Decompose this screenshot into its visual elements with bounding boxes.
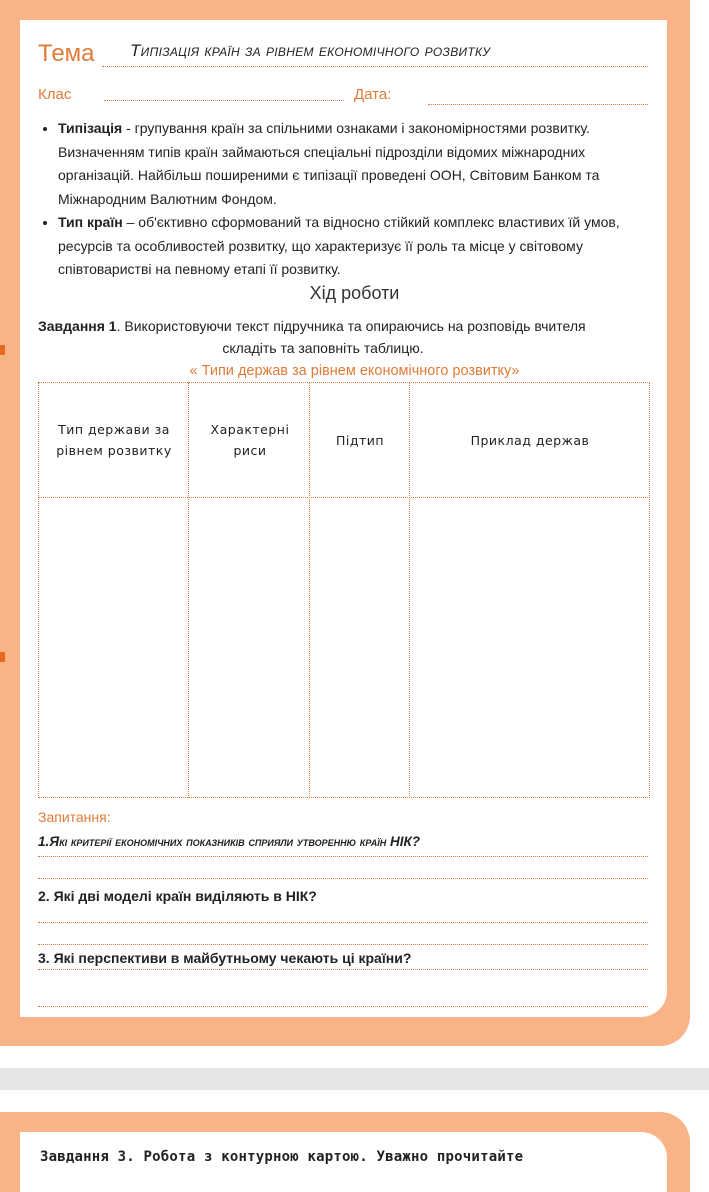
question-1: 1.Які критерії економічних показників сприяли утворенню країн НІК? (38, 834, 421, 849)
task1-text: . Використовуючи текст підручника та опираючись на розповідь вчителя (116, 318, 586, 334)
answer-line[interactable] (38, 922, 648, 923)
table-title: « Типи держав за рівнем економічного розвитку» (189, 363, 520, 379)
task1 (38, 315, 638, 359)
answer-line[interactable] (38, 856, 648, 857)
definition-text: - групування країн за спільними ознаками і закономірностями розвитку. Визначенням типів країн займаються спеціальні підрозділи відомих міжнародних організацій. Найбільш поширеними є типізації проведені ООН, Світовим Банком та Міжнародним Валютним Фондом. (58, 120, 600, 207)
answer-line[interactable] (38, 969, 648, 970)
definitions (40, 117, 645, 282)
task1-text-2: складіть та заповніть таблицю. (222, 340, 424, 356)
answer-line[interactable] (38, 944, 648, 945)
table-cell-examples[interactable] (410, 498, 650, 798)
date-label: Дата: (354, 86, 392, 103)
question-3: 3. Які перспективи в майбутньому чекають ці країни? (38, 950, 412, 966)
progress-title: Хід роботи (309, 283, 400, 303)
table-header-type: Тип держави за рівнем розвитку (56, 422, 172, 458)
margin-marker (0, 345, 5, 355)
definition-term: Тип країн (58, 214, 123, 230)
definition-term: Типізація (58, 120, 123, 136)
table-header-subtype: Підтип (335, 432, 385, 448)
task1-label: Завдання 1 (38, 318, 117, 334)
table-header-features: Характерні риси (210, 422, 290, 458)
table-cell-features[interactable] (188, 498, 309, 798)
definition-item (58, 117, 645, 211)
topic-label: Тема (38, 40, 95, 67)
questions-title: Запитання: (38, 809, 111, 825)
definition-text: – об'єктивно сформований та відносно стійкий комплекс властивих їй умов, ресурсів та особливостей розвитку, що характеризує її роль та місце у світовому співтоваристві на певному етапі її розвитку. (58, 214, 620, 277)
table-header-examples: Приклад держав (470, 432, 590, 448)
types-table (38, 382, 650, 798)
class-field[interactable] (104, 100, 344, 101)
topic-line (102, 66, 648, 67)
date-field[interactable] (428, 104, 648, 105)
answer-line[interactable] (38, 878, 648, 879)
topic-title: Типізація країн за рівнем економічного розвитку (130, 41, 491, 60)
definition-item (58, 211, 645, 282)
table-cell-type[interactable] (38, 498, 188, 798)
class-label: Клас (38, 86, 72, 103)
task3-heading: Завдання 3. Робота з контурною картою. Уважно прочитайте (40, 1149, 524, 1165)
margin-marker (0, 652, 5, 662)
question-2: 2. Які дві моделі країн виділяють в НІК? (38, 888, 317, 904)
page-gap (0, 1068, 709, 1090)
table-cell-subtype[interactable] (309, 498, 410, 798)
answer-line[interactable] (38, 1006, 648, 1007)
